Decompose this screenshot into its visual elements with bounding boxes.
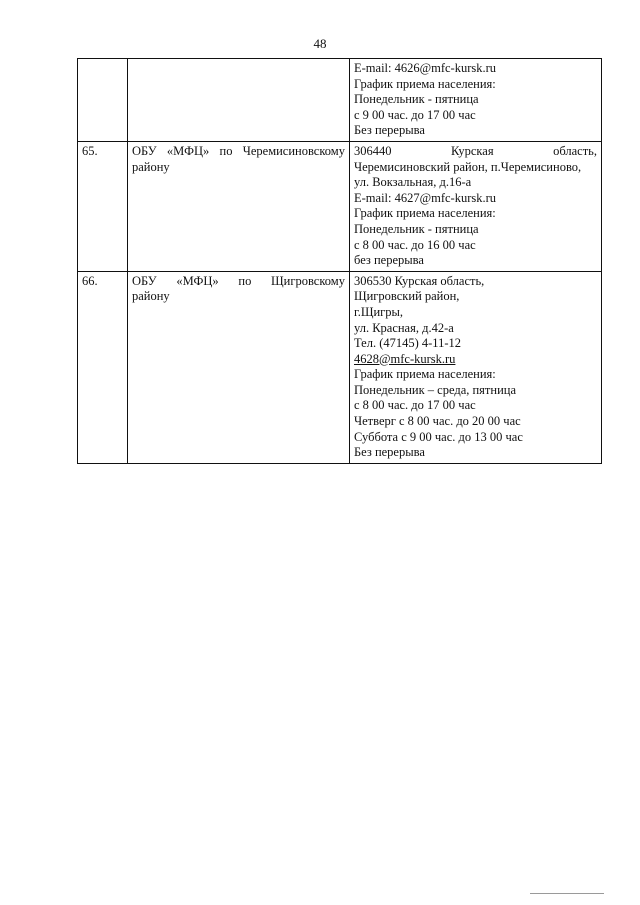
organization-word: ОБУ (132, 273, 157, 288)
organization-name-line (132, 274, 345, 290)
organization-word: Щигровскому (271, 273, 345, 288)
schedule-heading: График приема населения: (354, 76, 496, 91)
break-info: без перерыва (354, 253, 424, 268)
organization-name-cell (128, 141, 350, 271)
schedule-heading: График приема населения: (354, 206, 496, 221)
email-line: E-mail: 4626@mfc-kursk.ru (354, 61, 497, 75)
contact-info-cell (350, 141, 602, 271)
email-line: E-mail: 4627@mfc-kursk.ru (354, 190, 497, 205)
organization-word: «МФЦ» (166, 143, 210, 158)
table-row (78, 271, 602, 463)
mfc-registry-table (77, 58, 602, 464)
city-line: г.Щигры, (354, 304, 404, 319)
organization-name-line (132, 144, 345, 160)
organization-word: по (238, 273, 252, 288)
organization-name-tail: району (132, 159, 170, 174)
footer-rule (530, 893, 604, 894)
organization-name-cell (128, 59, 350, 142)
organization-word: ОБУ (132, 143, 157, 158)
organization-name-tail: району (132, 289, 170, 304)
organization-word: Черемисиновскому (242, 143, 345, 158)
contact-info-cell (350, 59, 602, 142)
row-number-cell (78, 59, 128, 142)
address-line: Черемисиновский район, п.Черемисиново, (354, 159, 582, 174)
email-link[interactable]: 4628@mfc-kursk.ru (354, 351, 456, 366)
schedule-hours: с 8 00 час. до 16 00 час (354, 237, 476, 252)
address-line (354, 144, 597, 160)
schedule-days: Понедельник - пятница (354, 221, 479, 236)
organization-word: по (219, 143, 233, 158)
saturday-hours: Суббота с 9 00 час. до 13 00 час (354, 429, 523, 444)
schedule-days: Понедельник – среда, пятница (354, 382, 517, 397)
organization-word: «МФЦ» (176, 273, 219, 288)
postal-code: 306440 (354, 143, 392, 158)
street-line: ул. Вокзальная, д.16-а (354, 175, 472, 190)
schedule-hours: с 8 00 час. до 17 00 час (354, 398, 476, 413)
district-line: Щигровский район, (354, 289, 460, 304)
table-row (78, 59, 602, 142)
table-row (78, 141, 602, 271)
row-number: 65. (82, 143, 98, 158)
phone-line: Тел. (47145) 4-11-12 (354, 336, 462, 351)
row-number-cell (78, 141, 128, 271)
break-info: Без перерыва (354, 123, 425, 138)
schedule-heading: График приема населения: (354, 367, 496, 382)
break-info: Без перерыва (354, 445, 425, 460)
contact-info-cell (350, 271, 602, 463)
schedule-hours: с 9 00 час. до 17 00 час (354, 107, 476, 122)
organization-name-cell (128, 271, 350, 463)
page-number: 48 (313, 36, 327, 51)
region: Курская (450, 143, 494, 158)
thursday-hours: Четверг с 8 00 час. до 20 00 час (354, 414, 521, 429)
row-number-cell (78, 271, 128, 463)
row-number: 66. (82, 273, 98, 288)
address-line: 306530 Курская область, (354, 273, 485, 288)
street-line: ул. Красная, д.42-а (354, 320, 454, 335)
schedule-days: Понедельник - пятница (354, 92, 479, 107)
region-type: область, (553, 143, 597, 158)
